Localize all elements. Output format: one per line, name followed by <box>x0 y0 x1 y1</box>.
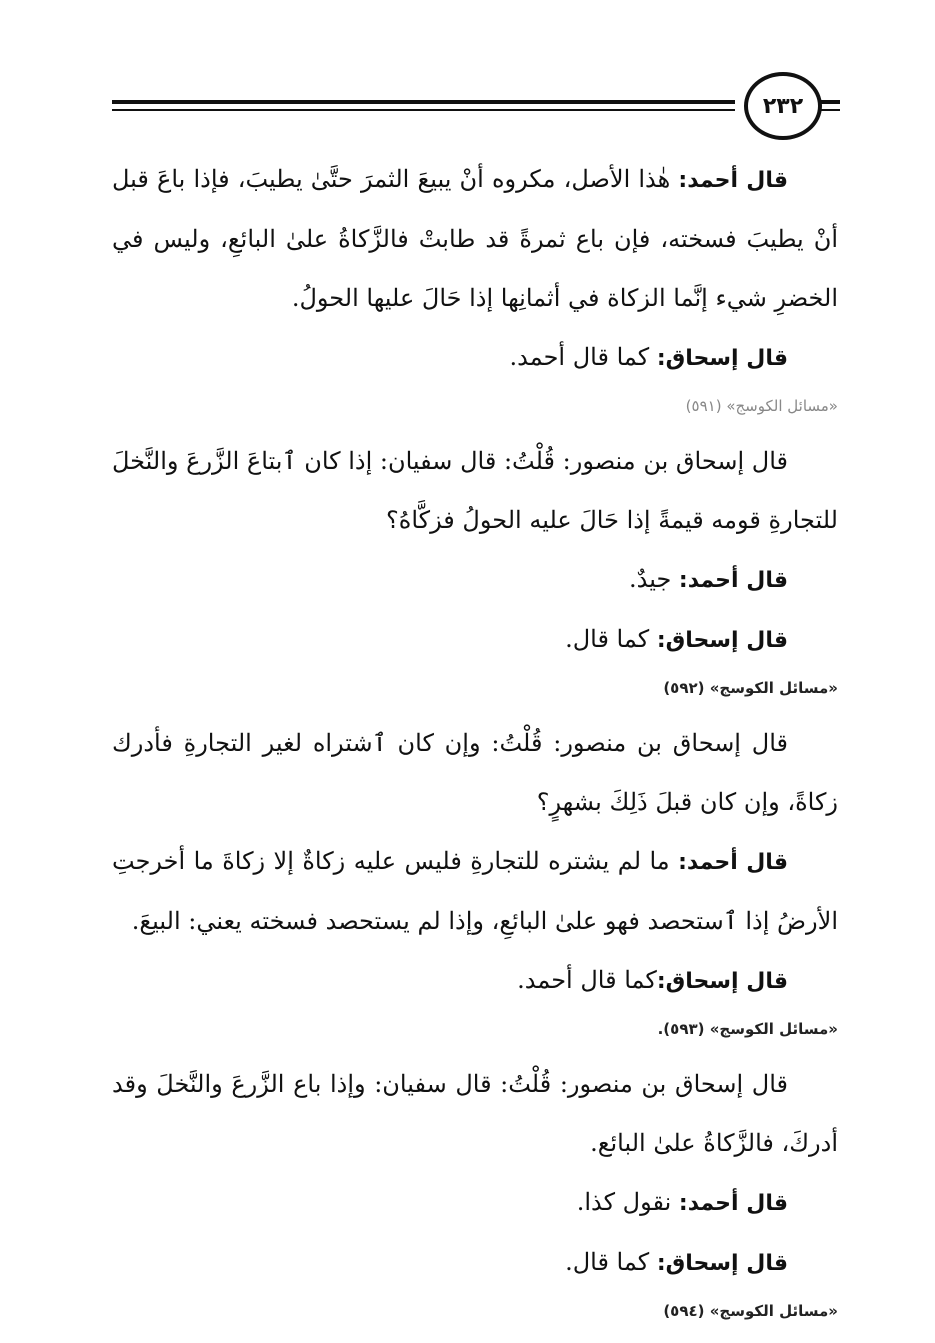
text-paragraph <box>112 328 838 388</box>
text-paragraph <box>112 951 838 1011</box>
header-rule-thin <box>112 109 735 111</box>
speaker-label: قال إسحاق: <box>656 969 788 994</box>
text-paragraph <box>112 550 838 610</box>
paragraph-text: كما قال. <box>565 625 657 653</box>
paragraph-text: جيدٌ. <box>628 565 679 593</box>
paragraph-text: هٰذا الأصل، مكروه أنْ يبيعَ الثمرَ حتَّىٰ يطيبَ، فإذا باعَ قبل أنْ يطيبَ فسخته، فإن باع ثمرةً قد طابتْ فالزَّكاةُ علىٰ البائعِ، وليس في الخضرِ شيء إنَّما الزكاة في أثمانِها إذا حَالَ عليها الحولُ. <box>112 165 838 312</box>
paragraph-text: نقول كذا. <box>576 1188 679 1216</box>
speaker-label: قال أحمد: <box>678 850 788 875</box>
text-paragraph <box>112 1173 838 1233</box>
text-paragraph <box>112 150 838 328</box>
paragraph-text: كما قال أحمد. <box>517 966 657 994</box>
speaker-label: قال أحمد: <box>678 168 788 193</box>
speaker-label: قال أحمد: <box>678 568 788 593</box>
text-paragraph <box>112 832 838 951</box>
header-rule-stub <box>820 100 840 104</box>
citation-reference: «مسائل الكوسج» (٥٩٢) <box>663 679 838 697</box>
paragraph-text: كما قال أحمد. <box>509 343 657 371</box>
text-paragraph <box>112 1233 838 1293</box>
citation-reference: «مسائل الكوسج» (٥٩٤) <box>663 1302 838 1320</box>
page-header <box>112 70 840 140</box>
paragraph-text: ما لم يشتره للتجارةِ فليس عليه زكاةٌ إلا زكاةَ ما أخرجتِ الأرضُ إذا ٱستحصد فهو علىٰ البائعِ، وإذا لم يستحصد فسخته يعني: البيعَ. <box>112 847 838 935</box>
header-rule-thick <box>112 100 735 104</box>
paragraph-text: كما قال. <box>565 1248 657 1276</box>
page-body <box>112 150 838 1337</box>
text-paragraph <box>112 610 838 670</box>
citation-reference: «مسائل الكوسج» (٥٩٣). <box>657 1020 838 1038</box>
text-paragraph <box>112 1055 838 1173</box>
speaker-label: قال إسحاق: <box>656 1251 788 1276</box>
paragraph-text: قال إسحاق بن منصور: قُلْتُ: قال سفيان: إذا كان ٱبتاعَ الزَّرعَ والنَّخلَ للتجارةِ قومه قيمةً إذا حَالَ عليه الحولُ فزكَّاهُ؟ <box>112 447 838 534</box>
paragraph-text: قال إسحاق بن منصور: قُلْتُ: وإن كان ٱشتراه لغير التجارةِ فأدرك زكاةً، وإن كان قبلَ ذَلِكَ بشهرٍ؟ <box>112 729 838 816</box>
text-paragraph <box>112 714 838 832</box>
speaker-label: قال إسحاق: <box>656 628 788 653</box>
paragraph-text: قال إسحاق بن منصور: قُلْتُ: قال سفيان: وإذا باع الزَّرعَ والنَّخلَ وقد أدركَ، فالزَّكاةُ علىٰ البائع. <box>112 1070 838 1157</box>
speaker-label: قال إسحاق: <box>656 346 788 371</box>
text-paragraph <box>112 432 838 550</box>
header-rule-stub-thin <box>820 109 840 111</box>
page-number: ٢٣٢ <box>744 72 822 140</box>
speaker-label: قال أحمد: <box>678 1191 788 1216</box>
citation-reference: «مسائل الكوسج» (٥٩١) <box>685 397 838 415</box>
